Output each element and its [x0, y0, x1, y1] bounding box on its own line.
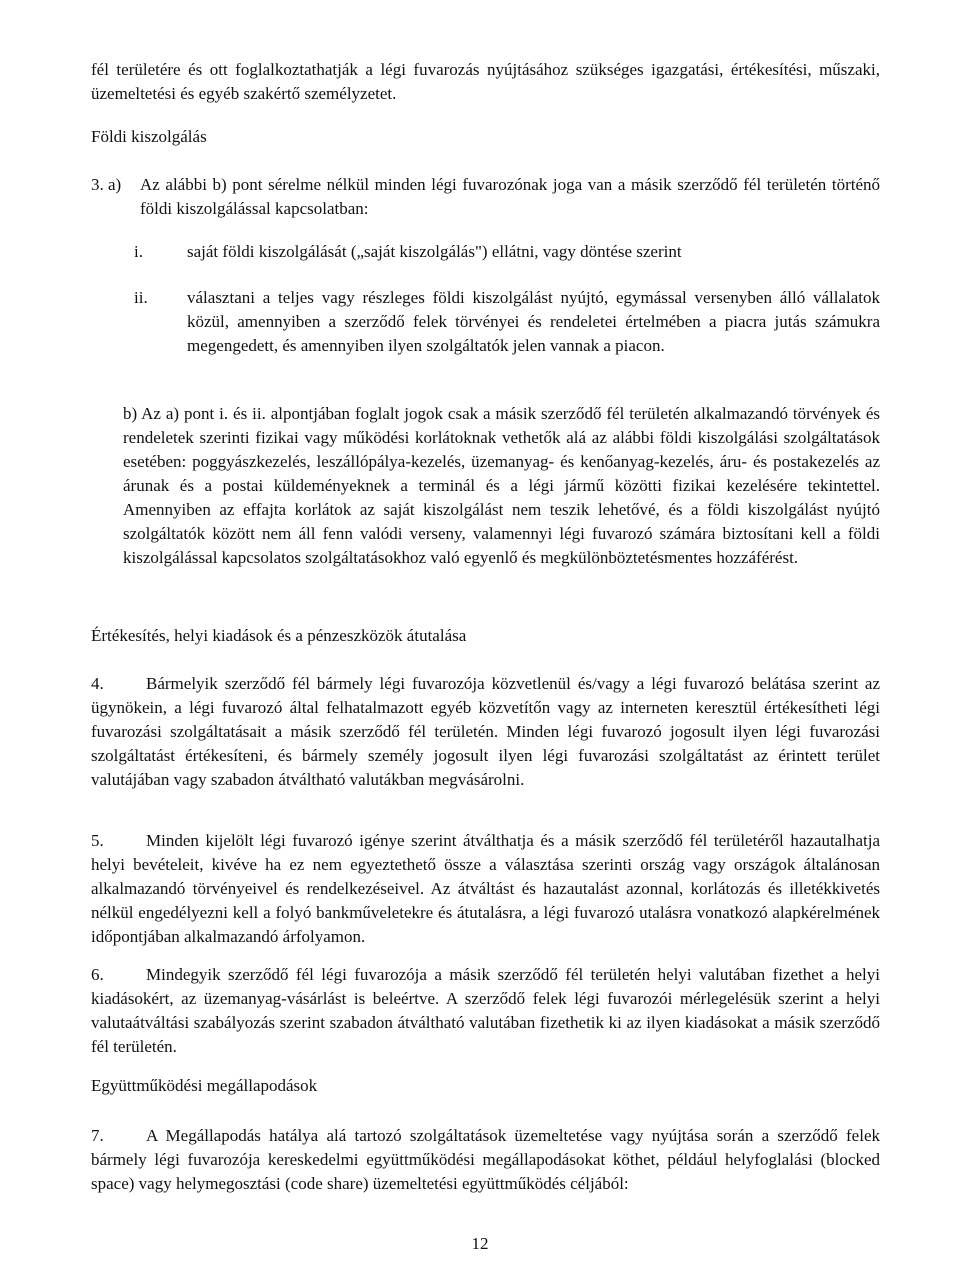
article-7-text: A Megállapodás hatálya alá tartozó szolgáltatások üzemeltetése vagy nyújtása során a szerződő felek bármely légi fuvarozója kereskedelmi együttműködési megállapodásokat köthet, például helyfoglalási (blocked space) vagy helymegosztási (code share) üzemeltetési együttműködés céljából:: [91, 1126, 880, 1193]
article-7-number: 7.: [91, 1126, 104, 1145]
item-i-label: i.: [134, 242, 143, 261]
article-4-number: 4.: [91, 674, 104, 693]
heading-cooperation: Együttműködési megállapodások: [91, 1076, 318, 1095]
article-3-number: 3.: [91, 175, 104, 194]
article-4-text: Bármelyik szerződő fél bármely légi fuvarozója közvetlenül és/vagy a légi fuvarozó belátása szerint az ügynökein, a légi fuvarozó által felhatalmazott egyéb közvetítőn vagy az interneten keresztül értékesítheti légi fuvarozási szolgáltatásait a másik szerződő fél területén. Minden légi fuvarozó jogosult ilyen légi fuvarozási szolgáltatást értékesíteni, és bármely személy jogosult ilyen légi fuvarozási szolgáltatást az érintett terület valutájában vagy szabadon átváltható valutákban megvásárolni.: [91, 674, 880, 789]
article-5-text: Minden kijelölt légi fuvarozó igénye szerint átválthatja és a másik szerződő fél területéről hazautalhatja helyi bevételeit, kivéve ha ez nem egyeztethető össze a választása szerinti ország vagy országok általánosan alkalmazandó törvényeivel és rendelkezéseivel. Az átváltást és hazautalást azonnal, korlátozás és illetékkivetés nélkül engedélyezni kell a folyó bankműveletekre és átutalásra, a légi fuvarozó utalásra vonatkozó alapkérelmének időpontjában alkalmazandó árfolyamon.: [91, 831, 880, 946]
article-3a-text: Az alábbi b) pont sérelme nélkül minden légi fuvarozónak joga van a másik szerződő fél területén történő földi kiszolgálással kapcsolatban:: [140, 175, 880, 218]
article-3b-text: b) Az a) pont i. és ii. alpontjában foglalt jogok csak a másik szerződő fél területén alkalmazandó törvények és rendeletek szerinti fizikai vagy működési korlátoknak vethetők alá az alábbi földi kiszolgálási szolgáltatások esetében: poggyászkezelés, leszállópálya-kezelés, üzemanyag- és kenőanyag-kezelés, áru- és postakezelés az árunak és a postai küldeményeknek a terminál és a légi jármű közötti fizikai kezelésére tekintettel. Amennyiben az effajta korlátok az saját kiszolgálást nem teszik lehetővé, és a földi kiszolgálást nyújtó szolgáltatók között nem áll fenn valódi verseny, valamennyi légi fuvarozó számára biztosítani kell a földi kiszolgálással kapcsolatos szolgáltatásokhoz való egyenlő és megkülönböztetésmentes hozzáférést.: [123, 404, 880, 567]
article-4: [91, 672, 880, 792]
article-5-number: 5.: [91, 831, 104, 850]
article-3a-text-block: [140, 173, 880, 221]
item-ii-text: választani a teljes vagy részleges földi kiszolgálást nyújtó, egymással versenyben álló vállalatok közül, amennyiben a szerződő felek törvényei és rendeletei értelmében a piacra jutás számukra megengedett, és amennyiben ilyen szolgáltatók jelen vannak a piacon.: [187, 288, 880, 355]
heading-ground-handling: Földi kiszolgálás: [91, 127, 207, 146]
item-ii-label: ii.: [134, 288, 148, 307]
article-6: [91, 963, 880, 1059]
intro-paragraph: fél területére és ott foglalkoztathatják a légi fuvarozás nyújtásához szükséges igazgatási, értékesítési, műszaki, üzemeltetési és egyéb szakértő személyzetet.: [91, 60, 880, 103]
article-6-number: 6.: [91, 965, 104, 984]
heading-sales-transfer: Értékesítés, helyi kiadások és a pénzeszközök átutalása: [91, 626, 467, 645]
page-number: 12: [471, 1234, 489, 1253]
article-7: [91, 1124, 880, 1196]
article-6-text: Mindegyik szerződő fél légi fuvarozója a másik szerződő fél területén helyi valutában fizethet a helyi kiadásokért, az üzemanyag-vásárlást is beleértve. A szerződő felek légi fuvarozói mérlegelésük szerint a helyi valutaátváltási szabályozás szerint szabadon átváltható valutában fizethetik ki az ilyen kiadásokat a másik szerződő fél területén.: [91, 965, 880, 1056]
item-i-text: saját földi kiszolgálását („saját kiszolgálás") ellátni, vagy döntése szerint: [187, 242, 682, 261]
article-5: [91, 829, 880, 949]
article-3a-label: a): [108, 175, 122, 194]
